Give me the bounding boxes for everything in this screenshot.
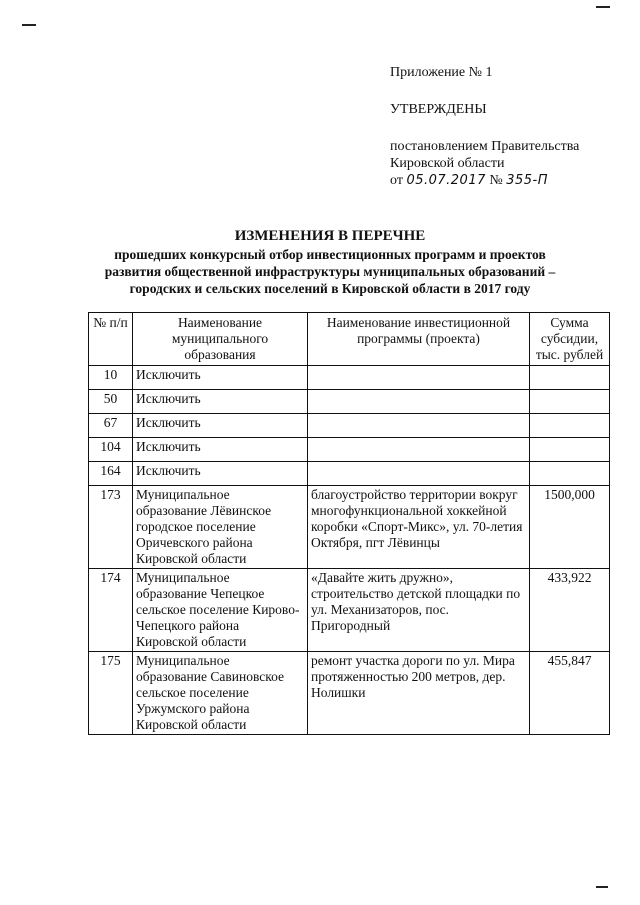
- row-sum: [530, 390, 610, 414]
- row-sum: [530, 462, 610, 486]
- row-project: благоустройство территории вокруг многофункциональной хоккейной коробки «Спорт-Микс», ул. 70-летия Октября, пгт Лёвинцы: [308, 486, 530, 569]
- row-number: 104: [89, 438, 133, 462]
- row-number: 164: [89, 462, 133, 486]
- table-row: [89, 486, 610, 569]
- appendix-label: Приложение № 1: [390, 65, 493, 80]
- row-project: [308, 438, 530, 462]
- handwritten-date: 05.07.2017: [406, 173, 486, 188]
- table-row: [89, 462, 610, 486]
- table-row: [89, 652, 610, 735]
- row-project: [308, 462, 530, 486]
- title-main: ИЗМЕНЕНИЯ В ПЕРЕЧНЕ: [234, 228, 426, 244]
- document-title: [80, 226, 580, 297]
- approved-by-line2: Кировской области: [390, 156, 505, 171]
- header-sum: Сумма субсидии, тыс. рублей: [530, 313, 610, 366]
- table-row: [89, 438, 610, 462]
- row-action: Исключить: [133, 414, 308, 438]
- table-row: [89, 414, 610, 438]
- row-number: 175: [89, 652, 133, 735]
- row-number: 173: [89, 486, 133, 569]
- row-sum: [530, 414, 610, 438]
- scan-mark: [596, 6, 610, 8]
- title-line-1: прошедших конкурсный отбор инвестиционных программ и проектов: [114, 247, 546, 262]
- scan-mark: [596, 886, 608, 888]
- row-action: Исключить: [133, 366, 308, 390]
- title-line-3: городских и сельских поселений в Кировской области в 2017 году: [129, 281, 531, 296]
- approval-date-line: [390, 172, 630, 189]
- number-prefix: №: [489, 173, 503, 188]
- row-action: Исключить: [133, 438, 308, 462]
- table-row: [89, 569, 610, 652]
- header-number: № п/п: [89, 313, 133, 366]
- header-municipality: Наименование муниципального образования: [133, 313, 308, 366]
- date-prefix: от: [390, 173, 403, 188]
- row-project: ремонт участка дороги по ул. Мира протяженностью 200 метров, дер. Нолишки: [308, 652, 530, 735]
- row-municipality: Муниципальное образование Лёвинское городское поселение Оричевского района Кировской области: [133, 486, 308, 569]
- table-row: [89, 366, 610, 390]
- row-number: 50: [89, 390, 133, 414]
- approved-label: УТВЕРЖДЕНЫ: [390, 102, 487, 117]
- row-municipality: Муниципальное образование Чепецкое сельское поселение Кирово-Чепецкого района Кировской области: [133, 569, 308, 652]
- row-sum: 455,847: [530, 652, 610, 735]
- row-sum: 1500,000: [530, 486, 610, 569]
- row-sum: 433,922: [530, 569, 610, 652]
- row-number: 174: [89, 569, 133, 652]
- row-municipality: Муниципальное образование Савиновское сельское поселение Уржумского района Кировской области: [133, 652, 308, 735]
- row-action: Исключить: [133, 390, 308, 414]
- handwritten-number: 355-П: [506, 173, 549, 188]
- approval-block: [390, 64, 630, 189]
- row-project: [308, 390, 530, 414]
- table-row: [89, 390, 610, 414]
- row-project: [308, 366, 530, 390]
- approved-by-line1: постановлением Правительства: [390, 139, 580, 154]
- table-header-row: [89, 313, 610, 366]
- row-project: «Давайте жить дружно», строительство детской площадки по ул. Механизаторов, пос. Пригородный: [308, 569, 530, 652]
- row-sum: [530, 366, 610, 390]
- changes-table: [88, 312, 610, 735]
- title-line-2: развития общественной инфраструктуры муниципальных образований –: [104, 264, 556, 279]
- scan-mark: [22, 24, 36, 26]
- row-project: [308, 414, 530, 438]
- row-sum: [530, 438, 610, 462]
- row-number: 10: [89, 366, 133, 390]
- header-project: Наименование инвестиционной программы (проекта): [308, 313, 530, 366]
- row-action: Исключить: [133, 462, 308, 486]
- row-number: 67: [89, 414, 133, 438]
